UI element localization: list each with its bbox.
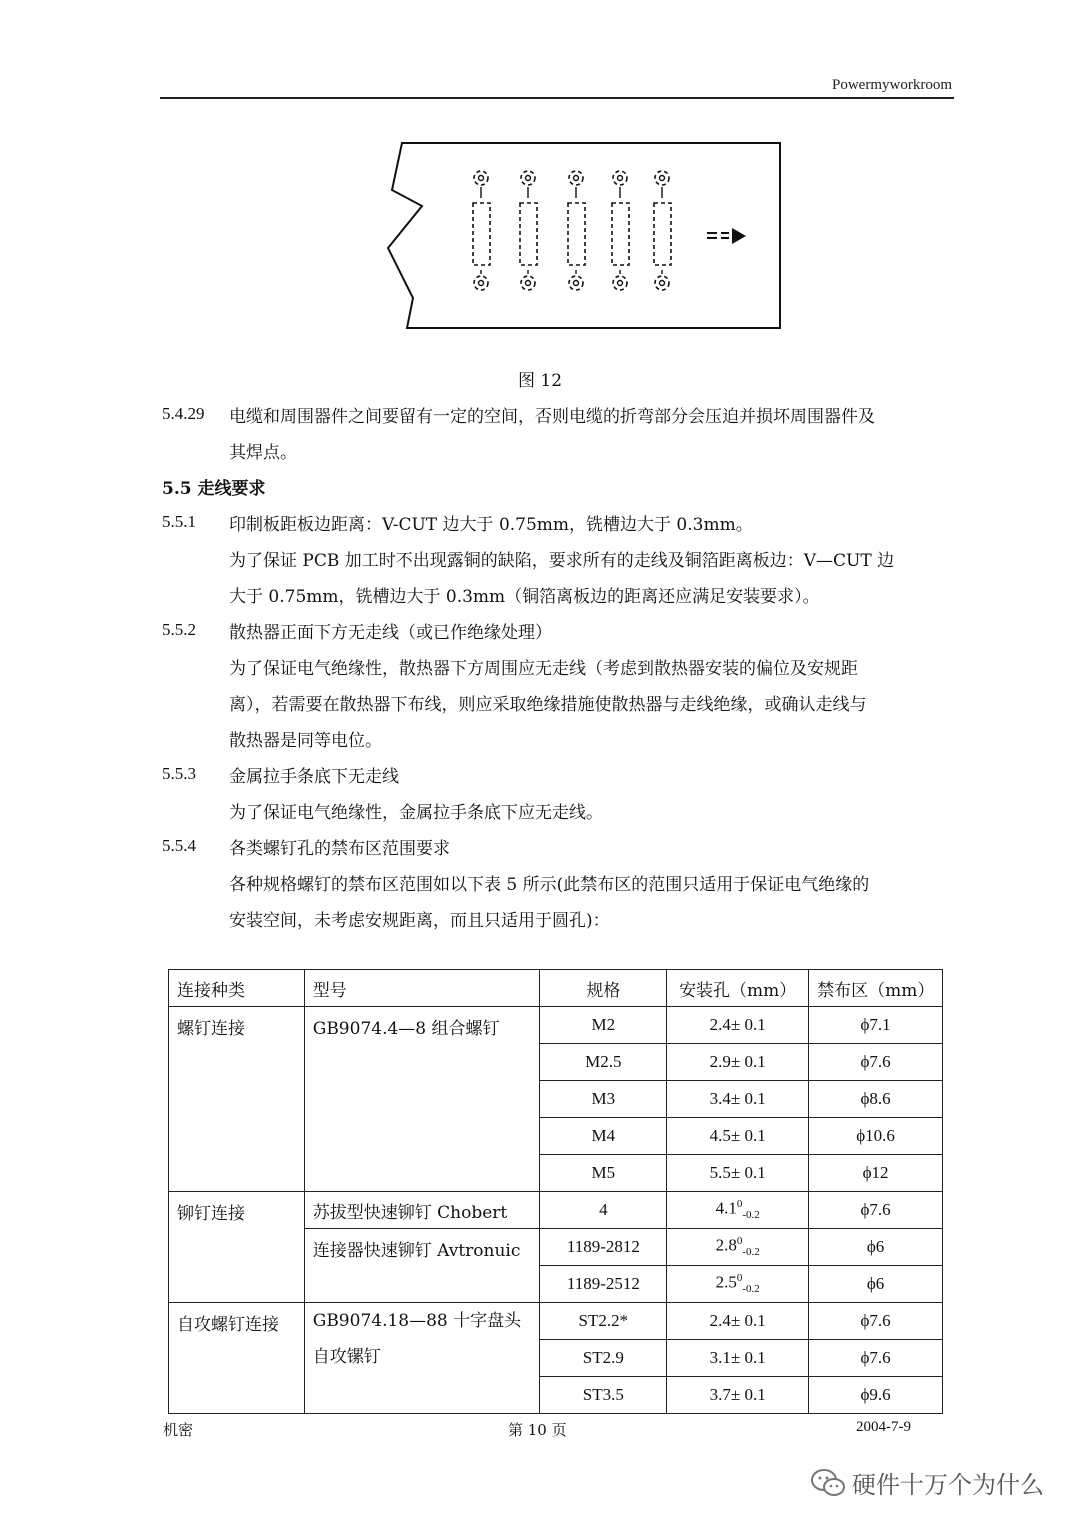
figure-12-diagram	[380, 138, 790, 333]
keepout-cell: ϕ8.6	[809, 1081, 943, 1118]
spec-cell: ST2.2*	[540, 1303, 667, 1340]
model-cell: 苏拔型快速铆钉 Chobert	[304, 1192, 540, 1229]
model-cell	[304, 1303, 540, 1414]
hole-cell: 3.4± 0.1	[667, 1081, 809, 1118]
spec-cell: 1189-2512	[540, 1266, 667, 1303]
figure-caption: 图 12	[517, 371, 563, 391]
spec-cell: M5	[540, 1155, 667, 1192]
screw-keepout-table	[168, 969, 943, 1414]
table-header-row	[169, 970, 943, 1007]
hole-cell: $2.5^0_{-0.2}$	[667, 1266, 809, 1303]
keepout-cell: ϕ7.6	[809, 1044, 943, 1081]
keepout-cell: ϕ10.6	[809, 1118, 943, 1155]
section-heading: 5.5 走线要求	[162, 479, 266, 499]
hole-cell: 4.5± 0.1	[667, 1118, 809, 1155]
spec-cell: M2.5	[540, 1044, 667, 1081]
spec-cell: M3	[540, 1081, 667, 1118]
watermark	[810, 1465, 1044, 1504]
keepout-cell: ϕ7.6	[809, 1303, 943, 1340]
hole-cell: $2.8^0_{-0.2}$	[667, 1229, 809, 1266]
keepout-cell: ϕ6	[809, 1229, 943, 1266]
section-line: 散热器是同等电位。	[229, 731, 382, 751]
table-row	[169, 1007, 943, 1044]
keepout-cell: ϕ7.6	[809, 1192, 943, 1229]
section-line: 为了保证 PCB 加工时不出现露铜的缺陷，要求所有的走线及铜箔距离板边：V—CUT 边	[229, 551, 895, 571]
header-cell: 规格	[540, 970, 667, 1007]
section-number: 5.5.4	[162, 836, 196, 855]
hole-cell: 5.5± 0.1	[667, 1155, 809, 1192]
connection-type-cell: 自攻螺钉连接	[169, 1303, 305, 1414]
section-line: 各种规格螺钉的禁布区范围如以下表 5 所示(此禁布区的范围只适用于保证电气绝缘的	[229, 875, 870, 895]
section-title: 金属拉手条底下无走线	[229, 767, 399, 787]
section-title: 散热器正面下方无走线（或已作绝缘处理）	[229, 623, 552, 643]
section-number: 5.4.29	[162, 404, 205, 423]
keepout-cell: ϕ12	[809, 1155, 943, 1192]
table-row	[169, 1192, 943, 1229]
section-line: 其焊点。	[229, 443, 297, 463]
section-title: 各类螺钉孔的禁布区范围要求	[229, 839, 450, 859]
watermark-text: 硬件十万个为什么	[852, 1471, 1044, 1499]
section-line: 离），若需要在散热器下布线，则应采取绝缘措施使散热器与走线绝缘，或确认走线与	[229, 695, 867, 715]
footer-confidential: 机密	[163, 1421, 194, 1439]
spec-cell: 4	[540, 1192, 667, 1229]
section-line: 安装空间，未考虑安规距离，而且只适用于圆孔)：	[229, 911, 610, 931]
direction-arrow	[707, 228, 746, 244]
hole-cell: 2.9± 0.1	[667, 1044, 809, 1081]
connection-type-cell: 铆钉连接	[169, 1192, 305, 1303]
section-number: 5.5.3	[162, 764, 196, 783]
footer-page-number: 第 10 页	[508, 1421, 567, 1439]
keepout-cell: ϕ9.6	[809, 1377, 943, 1414]
section-line: 为了保证电气绝缘性，金属拉手条底下应无走线。	[229, 803, 603, 823]
spec-cell: M2	[540, 1007, 667, 1044]
header-cell: 安装孔（mm）	[667, 970, 809, 1007]
model-cell: GB9074.4—8 组合螺钉	[304, 1007, 540, 1192]
section-line: 大于 0.75mm，铣槽边大于 0.3mm（铜箔离板边的距离还应满足安装要求）。	[229, 587, 820, 607]
hole-cell: 2.4± 0.1	[667, 1303, 809, 1340]
header-cell: 连接种类	[169, 970, 305, 1007]
section-line: 为了保证电气绝缘性，散热器下方周围应无走线（考虑到散热器安装的偏位及安规距	[229, 659, 858, 679]
spec-cell: ST3.5	[540, 1377, 667, 1414]
model-line: 自攻镙钉	[312, 1347, 381, 1367]
section-title: 印制板距板边距离：V-CUT 边大于 0.75mm，铣槽边大于 0.3mm。	[229, 515, 753, 535]
spec-cell: 1189-2812	[540, 1229, 667, 1266]
keepout-cell: ϕ7.6	[809, 1340, 943, 1377]
table-row	[169, 1303, 943, 1340]
header-cell: 禁布区（mm）	[809, 970, 943, 1007]
spec-cell: ST2.9	[540, 1340, 667, 1377]
footer-date: 2004-7-9	[856, 1419, 911, 1435]
hole-cell: 3.1± 0.1	[667, 1340, 809, 1377]
section-line: 电缆和周围器件之间要留有一定的空间，否则电缆的折弯部分会压迫并损坏周围器件及	[229, 407, 875, 427]
wechat-icon	[810, 1468, 846, 1504]
header-rule	[160, 97, 954, 99]
section-number: 5.5.2	[162, 620, 196, 639]
model-cell: 连接器快速铆钉 Avtronuic	[304, 1229, 540, 1303]
model-line: GB9074.18—88 十字盘头	[312, 1311, 522, 1331]
section-number: 5.5.1	[162, 512, 196, 531]
hole-cell: 3.7± 0.1	[667, 1377, 809, 1414]
hole-cell: $4.1^0_{-0.2}$	[667, 1192, 809, 1229]
hole-cell: 2.4± 0.1	[667, 1007, 809, 1044]
spec-cell: M4	[540, 1118, 667, 1155]
keepout-cell: ϕ6	[809, 1266, 943, 1303]
header-brand: Powermyworkroom	[832, 77, 952, 93]
keepout-cell: ϕ7.1	[809, 1007, 943, 1044]
connection-type-cell: 螺钉连接	[169, 1007, 305, 1192]
header-cell: 型号	[304, 970, 540, 1007]
